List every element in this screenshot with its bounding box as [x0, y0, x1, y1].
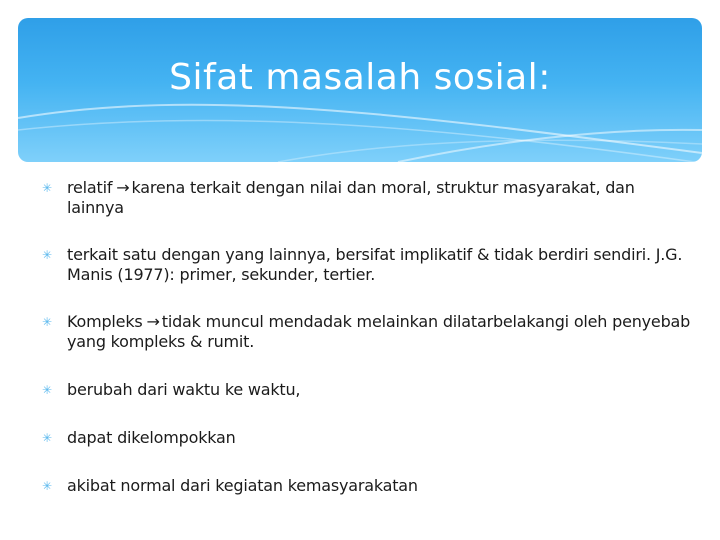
bullet-item-kompleks: [42, 312, 692, 352]
bullet-text-rest: tidak muncul mendadak melainkan dilatarbelakangi oleh penyebab yang kompleks & rumit.: [67, 312, 691, 351]
asterisk-bullet-icon: ✳: [42, 181, 52, 195]
bullet-list: [42, 172, 692, 496]
bullet-item-terkait: [42, 245, 692, 285]
bullet-text: akibat normal dari kegiatan kemasyarakatan: [67, 476, 418, 495]
bullet-item-akibat: [42, 476, 692, 496]
bullet-text: dapat dikelompokkan: [67, 428, 236, 447]
asterisk-bullet-icon: ✳: [42, 479, 52, 493]
bullet-text: terkait satu dengan yang lainnya, bersifat implikatif & tidak berdiri sendiri. J.G. Manis (1977): primer, sekunder, tertier.: [67, 245, 683, 284]
bullet-item-relatif: [42, 178, 692, 218]
right-arrow-icon: →: [146, 312, 160, 331]
title-banner: [18, 18, 702, 162]
right-arrow-icon: →: [116, 178, 130, 197]
asterisk-bullet-icon: ✳: [42, 383, 52, 397]
asterisk-bullet-icon: ✳: [42, 431, 52, 445]
bullet-text-rest: karena terkait dengan nilai dan moral, struktur masyarakat, dan lainnya: [67, 178, 635, 217]
bullet-text: Kompleks: [67, 312, 143, 331]
bullet-item-dikelompokkan: [42, 428, 692, 448]
bullet-item-berubah: [42, 380, 692, 400]
asterisk-bullet-icon: ✳: [42, 315, 52, 329]
bullet-text: relatif: [67, 178, 113, 197]
bullet-text: berubah dari waktu ke waktu,: [67, 380, 301, 399]
slide-title: Sifat masalah sosial:: [169, 57, 551, 98]
asterisk-bullet-icon: ✳: [42, 248, 52, 262]
